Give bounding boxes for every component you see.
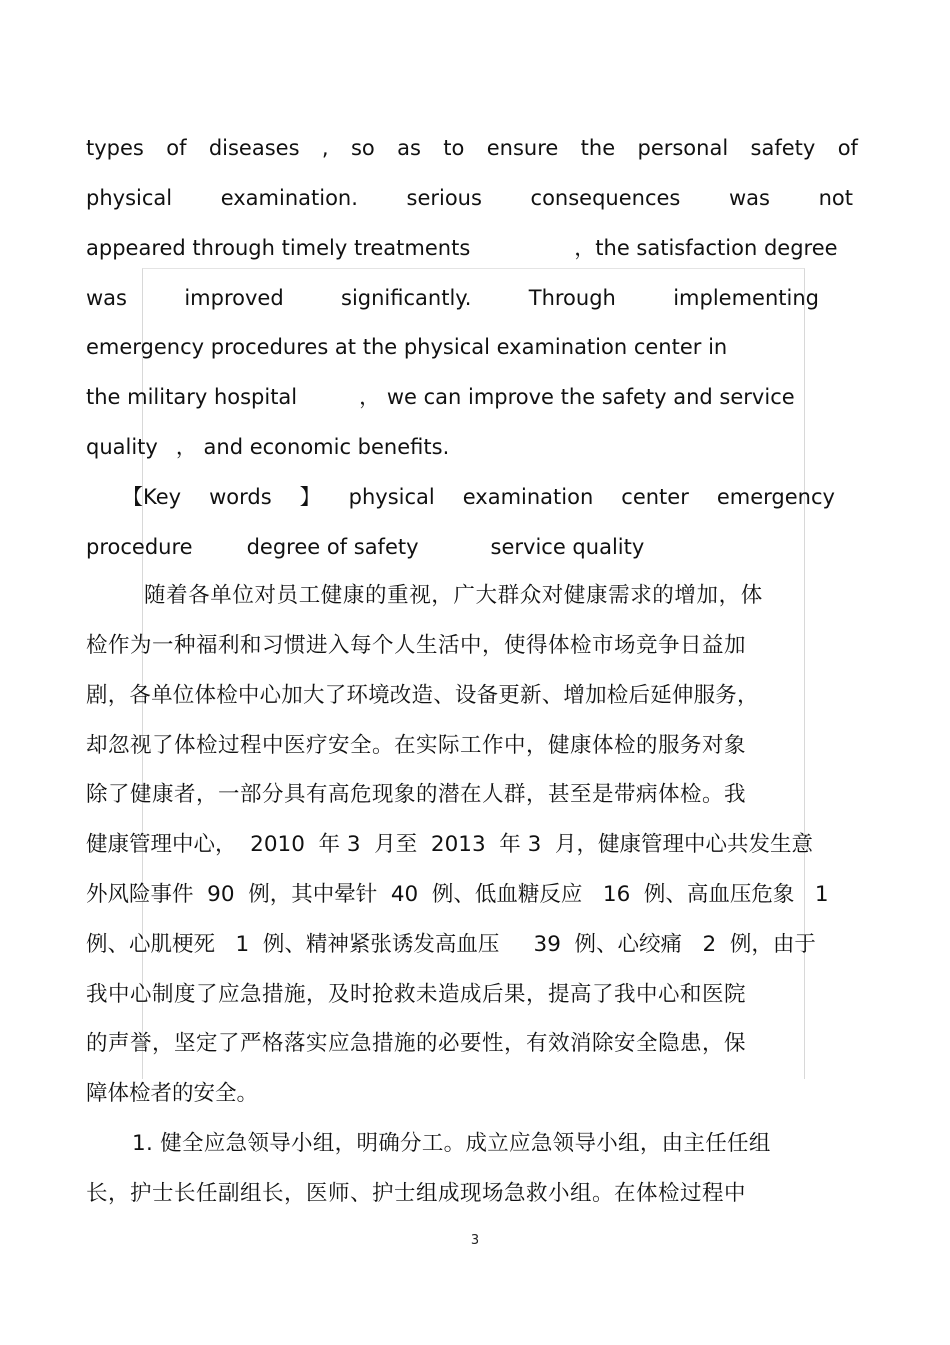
paragraph-line: 随着各单位对员工健康的重视，广大群众对健康需求的增加，体 bbox=[144, 583, 763, 608]
text-segment: ， we can improve the safety and service bbox=[359, 385, 795, 409]
word: examination. bbox=[220, 186, 358, 210]
word: of bbox=[166, 136, 187, 160]
paragraph-line: 却忽视了体检过程中医疗安全。在实际工作中，健康体检的服务对象 bbox=[86, 733, 747, 758]
paragraph-line: 1. 健全应急领导小组，明确分工。成立应急领导小组，由主任任组 bbox=[132, 1131, 771, 1156]
paragraph-line: 例、心肌梗死 1 例、精神紧张诱发高血压 39 例、心绞痛 2 例，由于 bbox=[86, 932, 816, 957]
cn-line bbox=[132, 1131, 771, 1157]
word: Through bbox=[528, 286, 616, 310]
keyword: degree of safety bbox=[246, 535, 419, 559]
paragraph-line: 剧，各单位体检中心加大了环境改造、设备更新、增加检后延伸服务， bbox=[86, 683, 759, 708]
word: physical bbox=[86, 186, 173, 210]
cn-line bbox=[86, 1081, 258, 1107]
keywords-label: 】 bbox=[299, 485, 321, 509]
text-segment: ，the satisfaction degree bbox=[574, 236, 838, 260]
text-segment: ， and economic benefits. bbox=[175, 435, 450, 459]
word: diseases bbox=[208, 136, 300, 160]
keywords-line-1 bbox=[122, 484, 835, 510]
word: ensure bbox=[486, 136, 559, 160]
text-segment: appeared through timely treatments bbox=[86, 236, 471, 260]
abstract-line-4 bbox=[86, 285, 819, 311]
word: to bbox=[443, 136, 465, 160]
keyword: examination bbox=[462, 485, 594, 509]
word: the bbox=[580, 136, 616, 160]
cn-line bbox=[144, 583, 784, 609]
word: as bbox=[397, 136, 421, 160]
paragraph-line: 除了健康者，一部分具有高危现象的潜在人群，甚至是带病体检。我 bbox=[86, 782, 747, 807]
word: was bbox=[86, 286, 127, 310]
cn-line bbox=[86, 733, 746, 759]
cn-line bbox=[86, 932, 816, 958]
paragraph-line: 长，护士长任副组长，医师、护士组成现场急救小组。在体检过程中 bbox=[86, 1181, 747, 1206]
word: so bbox=[350, 136, 375, 160]
word: , bbox=[321, 136, 329, 160]
abstract-line-3 bbox=[86, 235, 838, 261]
word: personal bbox=[637, 136, 729, 160]
abstract-line-6 bbox=[86, 384, 795, 410]
word: was bbox=[728, 186, 770, 210]
paragraph-line: 的声誉，坚定了严格落实应急措施的必要性，有效消除安全隐患，保 bbox=[86, 1031, 747, 1056]
word: significantly. bbox=[341, 286, 472, 310]
text-segment: the military hospital bbox=[86, 385, 298, 409]
cn-line bbox=[86, 982, 746, 1008]
paragraph-line: 检作为一种福利和习惯进入每个人生活中，使得体检市场竞争日益加 bbox=[86, 633, 747, 658]
keyword: procedure bbox=[86, 535, 193, 559]
keywords-label: words bbox=[209, 485, 272, 509]
cn-line bbox=[86, 633, 746, 659]
paragraph-line: 障体检者的安全。 bbox=[86, 1081, 259, 1106]
cn-line bbox=[86, 832, 813, 858]
word: not bbox=[818, 186, 853, 210]
cn-line bbox=[86, 882, 829, 908]
page-number: 3 bbox=[470, 1233, 480, 1248]
cn-line bbox=[86, 782, 746, 808]
word: improved bbox=[184, 286, 284, 310]
word: serious bbox=[406, 186, 482, 210]
abstract-line-2 bbox=[86, 185, 853, 211]
keywords-line-2 bbox=[86, 534, 644, 560]
paragraph-line: 我中心制度了应急措施，及时抢救未造成后果，提高了我中心和医院 bbox=[86, 982, 747, 1007]
paragraph-line: 健康管理中心， 2010 年 3 月至 2013 年 3 月，健康管理中心共发生意 bbox=[86, 832, 813, 857]
keywords-label: 【Key bbox=[122, 485, 182, 509]
word: safety bbox=[750, 136, 816, 160]
word: of bbox=[837, 136, 858, 160]
keyword: center bbox=[621, 485, 689, 509]
cn-line bbox=[86, 1181, 746, 1207]
cn-line bbox=[86, 1031, 746, 1057]
word: consequences bbox=[530, 186, 681, 210]
text-segment: quality bbox=[86, 435, 158, 459]
cn-line bbox=[86, 683, 759, 709]
word: implementing bbox=[673, 286, 819, 310]
abstract-line-5 bbox=[86, 334, 727, 360]
word: types bbox=[86, 136, 144, 160]
abstract-line-1 bbox=[86, 135, 858, 161]
abstract-line-7 bbox=[86, 434, 449, 460]
keyword: physical bbox=[348, 485, 435, 509]
keyword: emergency bbox=[716, 485, 835, 509]
text-segment: emergency procedures at the physical examination center in bbox=[86, 335, 728, 359]
paragraph-line: 外风险事件 90 例，其中晕针 40 例、低血糖反应 16 例、高血压危象 1 bbox=[86, 882, 829, 907]
keyword: service quality bbox=[490, 535, 645, 559]
